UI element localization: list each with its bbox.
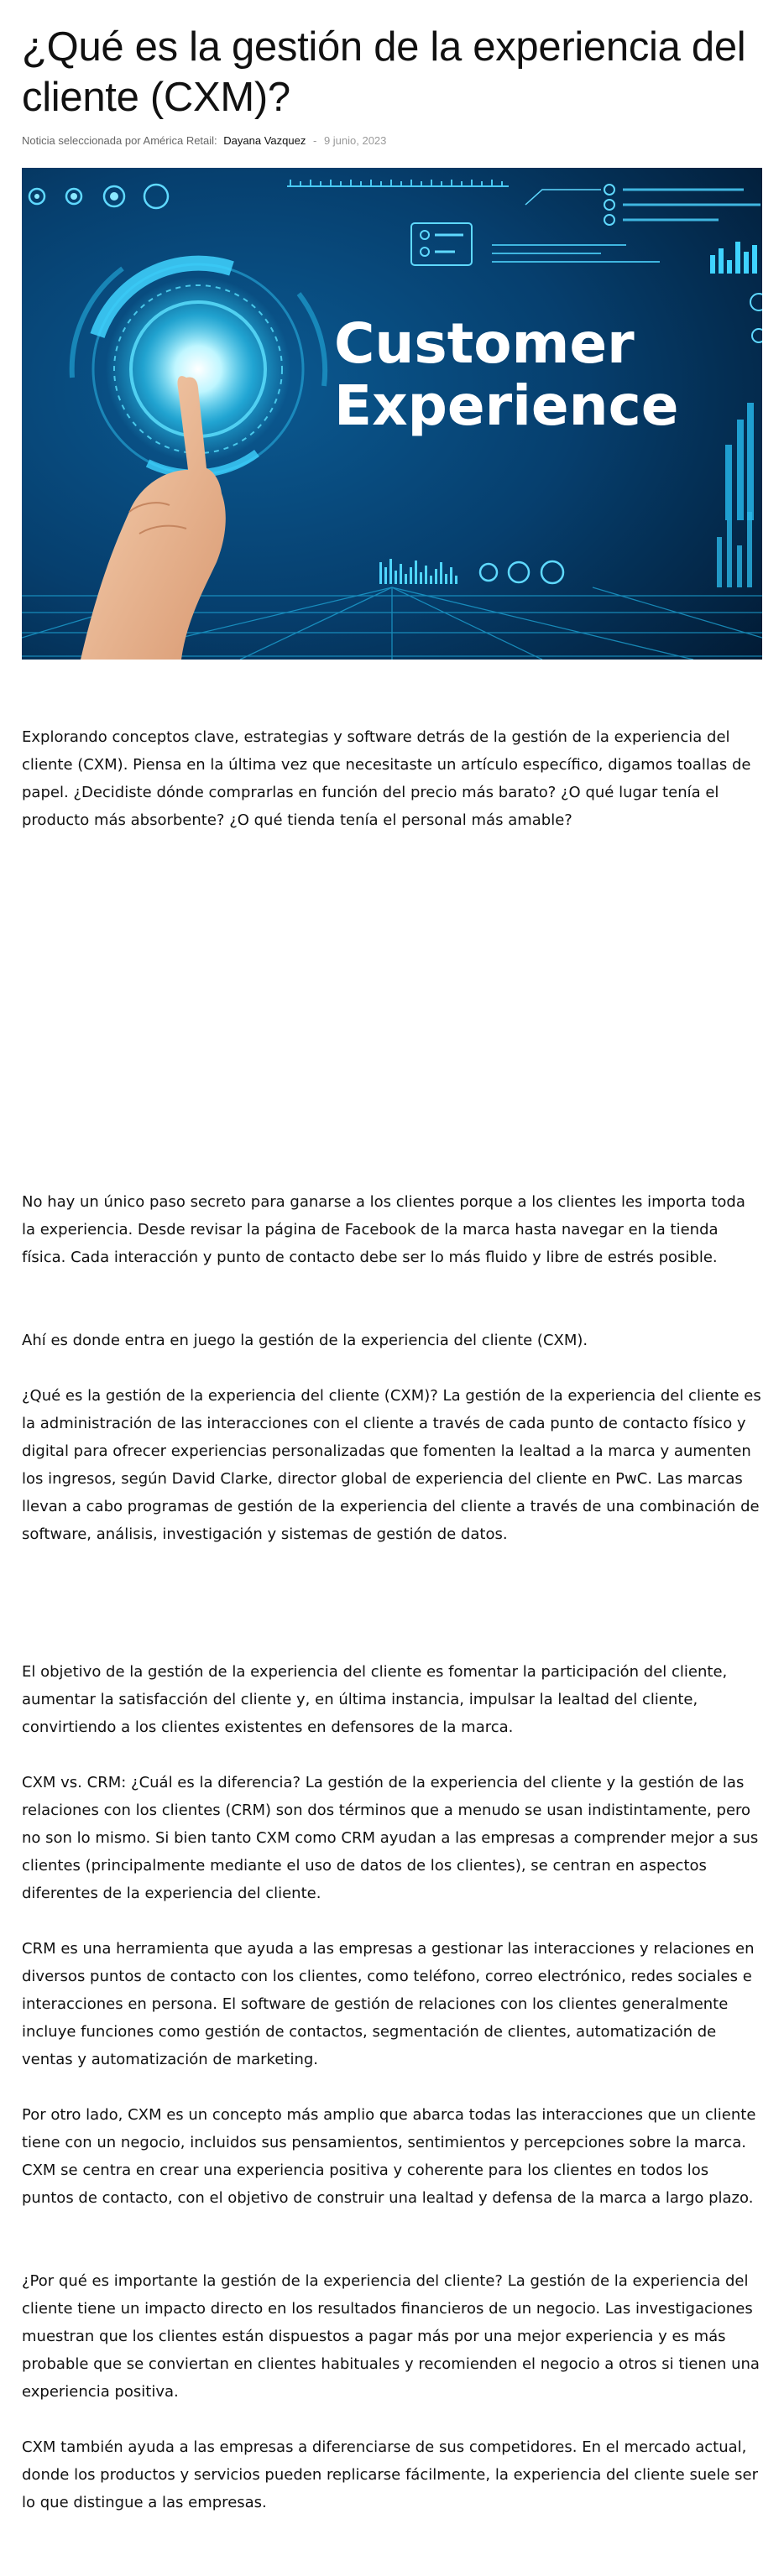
hero-image: [22, 168, 762, 660]
publish-date: 9 junio, 2023: [323, 134, 387, 147]
author-link[interactable]: Dayana Vazquez: [223, 134, 306, 147]
paragraph-9: ¿Por qué es importante la gestión de la experiencia del cliente? La gestión de la experiencia del cliente tiene un impacto directo en los resultados financieros de un negocio. Las investigaciones muestran que los clientes están dispuestos a pagar más por una mejor experiencia y es más probable que se conviertan en clientes habituales y recomienden el negocio a otros si tienen una experiencia positiva.: [22, 2272, 760, 2401]
paragraph-2: No hay un único paso secreto para ganarse a los clientes porque a los clientes les importa toda la experiencia. Desde revisar la página de Facebook de la marca hasta navegar en la tienda física. Cada interacción y punto de contacto debe ser lo más fluido y libre de estrés posible.: [22, 1193, 745, 1266]
paragraph-5: El objetivo de la gestión de la experiencia del cliente es fomentar la participación del cliente, aumentar la satisfacción del cliente y, en última instancia, impulsar la lealtad del cliente, convirtiendo a los clientes existentes en defensores de la marca.: [22, 1663, 728, 1736]
paragraph-4: ¿Qué es la gestión de la experiencia del cliente (CXM)? La gestión de la experiencia del cliente es la administración de las interacciones con el cliente a través de cada punto de contacto físico y digital para ofrecer experiencias personalizadas que fomenten la lealtad a la marca y aumenten los ingresos, según David Clarke, director global de experiencia del cliente en PwC. Las marcas llevan a cabo programas de gestión de la experiencia del cliente a través de una combinación de software, análisis, investigación y sistemas de gestión de datos.: [22, 1387, 761, 1543]
paragraph-3: Ahí es donde entra en juego la gestión de la experiencia del cliente (CXM).: [22, 1332, 588, 1349]
source-label: Noticia seleccionada por América Retail:: [22, 134, 217, 147]
article: [22, 0, 762, 2511]
hero-text-line1: Customer: [334, 311, 635, 376]
meta-separator: -: [312, 134, 317, 147]
paragraph-10: CXM también ayuda a las empresas a diferenciarse de sus competidores. En el mercado actual, donde los productos y servicios pueden replicarse fácilmente, la experiencia del cliente suele ser lo que distingue a las empresas.: [22, 2438, 758, 2511]
article-title: ¿Qué es la gestión de la experiencia del cliente (CXM)?: [22, 24, 746, 120]
paragraph-8: Por otro lado, CXM es un concepto más amplio que abarca todas las interacciones que un cliente tiene con un negocio, incluidos sus pensamientos, sentimientos y percepciones sobre la marca. CXM se centra en crear una experiencia positiva y coherente para los clientes en todos los puntos de contacto, con el objetivo de construir una lealtad y defensa de la marca a largo plazo.: [22, 2106, 756, 2207]
paragraph-7: CRM es una herramienta que ayuda a las empresas a gestionar las interacciones y relaciones en diversos puntos de contacto con los clientes, como teléfono, correo electrónico, redes sociales e interacciones en persona. El software de gestión de relaciones con los clientes generalmente incluye funciones como gestión de contactos, segmentación de clientes, automatización de ventas y automatización de marketing.: [22, 1940, 755, 2068]
article-meta: [22, 134, 762, 149]
paragraph-1: Explorando conceptos clave, estrategias y software detrás de la gestión de la experiencia del cliente (CXM). Piensa en la última vez que necesitaste un artículo específico, digamos toallas de papel. ¿Decidiste dónde comprarlas en función del precio más barato? ¿O qué lugar tenía el producto más absorbente? ¿O qué tienda tenía el personal más amable?: [22, 728, 751, 829]
paragraph-6: CXM vs. CRM: ¿Cuál es la diferencia? La gestión de la experiencia del cliente y la gestión de las relaciones con los clientes (CRM) son dos términos que a menudo se usan indistintamente, pero no son lo mismo. Si bien tanto CXM como CRM ayudan a las empresas a comprender mejor a sus clientes (principalmente mediante el uso de datos de los clientes), se centran en aspectos diferentes de la experiencia del cliente.: [22, 1774, 759, 1902]
hero-text-line2: Experience: [334, 373, 679, 438]
